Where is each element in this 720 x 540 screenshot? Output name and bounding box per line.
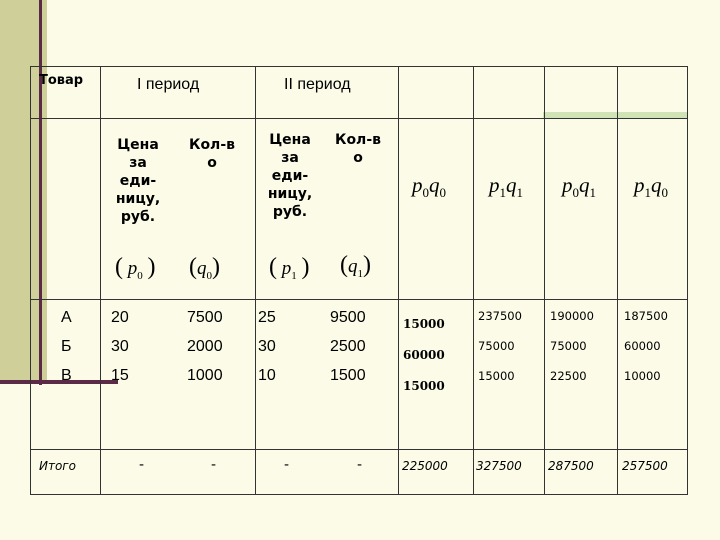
symbol-p0: ( $p_0$ ): [115, 254, 156, 282]
grid-line: [31, 449, 687, 450]
subheader-quantity-2: Кол-в о: [335, 132, 381, 166]
grid-line: [31, 299, 687, 300]
grid-line: [255, 67, 256, 494]
list-item: 22500: [550, 369, 587, 383]
grid-line: [617, 67, 618, 494]
list-item: 9500: [330, 309, 366, 326]
list-item: 10: [258, 367, 276, 384]
list-item: В: [61, 367, 72, 384]
formula-p0q0: $p_0q_0$: [412, 173, 446, 201]
list-item: 190000: [550, 309, 594, 323]
list-item: 237500: [478, 309, 522, 323]
symbol-q0: $(q_0)$: [189, 254, 220, 282]
column-q1: [330, 303, 366, 390]
column-p0: [111, 303, 129, 390]
column-p0q0: [403, 309, 445, 402]
list-item: А: [61, 309, 72, 326]
total-p0q0: 225000: [402, 459, 448, 473]
total-label: Итого: [39, 459, 76, 473]
header-product: Товар: [39, 73, 84, 88]
grid-line: [100, 67, 101, 494]
list-item: Б: [61, 338, 72, 355]
subheader-price-2: Цена за еди- ницу, руб.: [267, 132, 313, 220]
total-dash: -: [211, 457, 217, 473]
total-p0q1: 287500: [548, 459, 594, 473]
column-p1q1: [478, 301, 522, 391]
column-p0q1: [550, 301, 594, 391]
grid-line: [544, 67, 545, 494]
list-item: 75000: [550, 339, 587, 353]
header-period-1: I период: [137, 76, 200, 93]
list-item: 10000: [624, 369, 661, 383]
grid-line: [398, 67, 399, 494]
data-table: [30, 66, 688, 495]
subheader-quantity-1: Кол-в о: [189, 137, 235, 171]
product-names: [61, 303, 72, 390]
column-q0: [187, 303, 223, 390]
column-p1q0: [624, 301, 668, 391]
header-period-2: II период: [284, 76, 351, 93]
formula-p1q1: $p_1q_1$: [489, 173, 523, 201]
symbol-p1: ( $p_1$ ): [269, 254, 310, 282]
symbol-q1: $(q_1)$: [340, 252, 371, 280]
list-item: 15000: [403, 379, 445, 393]
total-dash: -: [357, 457, 363, 473]
list-item: 20: [111, 309, 129, 326]
list-item: 15000: [403, 317, 445, 331]
total-p1q1: 327500: [476, 459, 522, 473]
formula-p1q0: $p_1q_0$: [634, 173, 668, 201]
list-item: 1500: [330, 367, 366, 384]
list-item: 30: [258, 338, 276, 355]
list-item: 60000: [624, 339, 661, 353]
subheader-price-1: Цена за еди- ницу, руб.: [115, 137, 161, 225]
list-item: 25: [258, 309, 276, 326]
formula-p0q1: $p_0q_1$: [562, 173, 596, 201]
list-item: 7500: [187, 309, 223, 326]
total-dash: -: [284, 457, 290, 473]
list-item: 1000: [187, 367, 223, 384]
grid-line: [473, 67, 474, 494]
list-item: 2500: [330, 338, 366, 355]
grid-line: [31, 118, 687, 119]
list-item: 187500: [624, 309, 668, 323]
total-p1q0: 257500: [622, 459, 668, 473]
total-dash: -: [139, 457, 145, 473]
list-item: 60000: [403, 348, 445, 362]
list-item: 75000: [478, 339, 515, 353]
column-p1: [258, 303, 276, 390]
list-item: 30: [111, 338, 129, 355]
list-item: 15: [111, 367, 129, 384]
list-item: 2000: [187, 338, 223, 355]
list-item: 15000: [478, 369, 515, 383]
